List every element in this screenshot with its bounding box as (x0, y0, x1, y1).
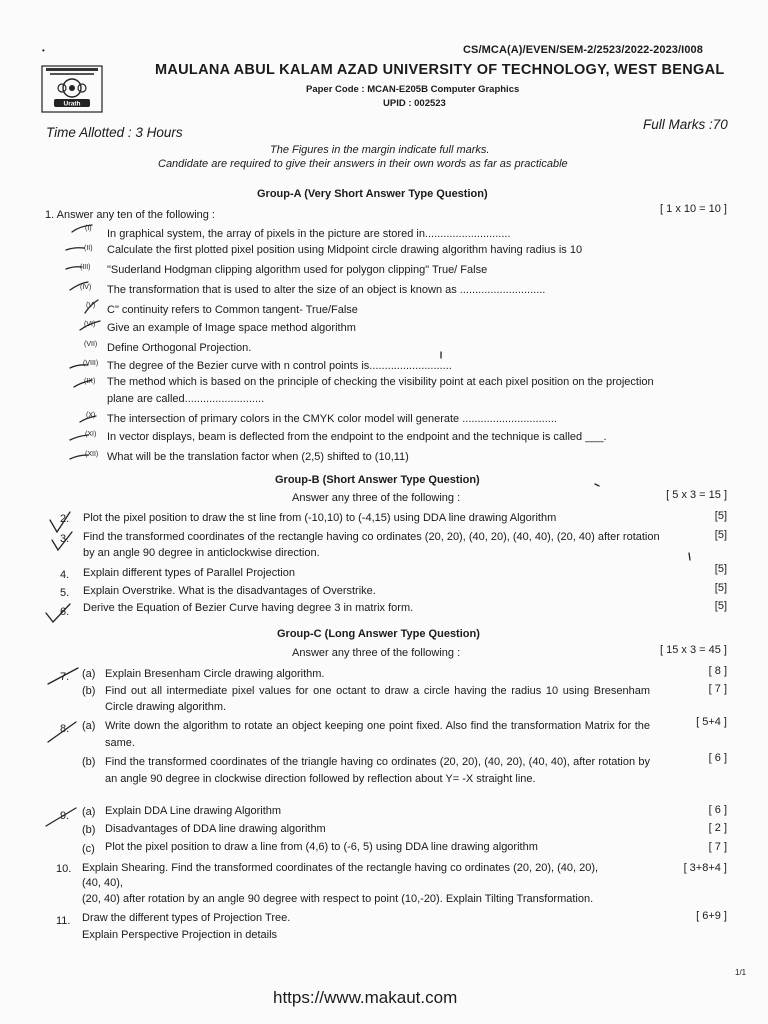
question-text: Derive the Equation of Bezier Curve having degree 3 in matrix form. (83, 602, 414, 614)
sub-label: (a) (82, 806, 96, 818)
question-text: Find out all intermediate pixel values for one octant to draw a circle having the radius 10 using Bresenham Circle drawing algorithm. (105, 685, 650, 713)
question-item: Define Orthogonal Projection. (107, 342, 252, 354)
question-1-stem: 1. Answer any ten of the following : (45, 209, 215, 221)
time-allotted: Time Allotted : 3 Hours (46, 125, 183, 140)
question-text: Explain different types of Parallel Projection (83, 567, 295, 579)
question-number: 11. (56, 915, 71, 927)
question-text: Find the transformed coordinates of the rectangle having co ordinates (20, 20), (40, 20), (40, 40), (20, 40) after rotation by an angle 90 degree in anticlockwise direction. (83, 531, 660, 559)
question-text: Explain Bresenham Circle drawing algorithm. (105, 668, 325, 680)
question-text-line: Explain Shearing. Find the transformed coordinates of the rectangle having co ordinates (20, 20), (40, 20), (82, 862, 599, 874)
question-number: 6. (60, 606, 70, 618)
group-b-title: Group-B (Short Answer Type Question) (275, 474, 480, 486)
question-text: Plot the pixel position to draw a line from (4,6) to (-6, 5) using DDA line drawing algorithm (105, 841, 538, 853)
question-marks: [5] (714, 582, 727, 594)
item-number: (V) (86, 302, 96, 309)
item-number: (X) (86, 412, 96, 419)
question-item: What will be the translation factor when (2,5) shifted to (10,11) (107, 451, 409, 463)
page-number: 1/1 (735, 968, 747, 977)
question-item: "Suderland Hodgman clipping algorithm used for polygon clipping" True/ False (107, 264, 488, 276)
question-marks: [ 8 ] (708, 665, 727, 677)
question-number: 7. (60, 671, 70, 683)
note-own-words: Candidate are required to give their answers in their own words as far as practicable (158, 158, 568, 170)
question-text-line: (40, 40), (82, 877, 123, 889)
question-item: The intersection of primary colors in the CMYK color model will generate ............................... (107, 413, 557, 425)
paper-code: Paper Code : MCAN-E205B Computer Graphics (306, 84, 520, 95)
question-item: C" continuity refers to Common tangent- True/False (107, 304, 358, 316)
item-number: (XI) (85, 431, 97, 438)
question-number: 2. (60, 513, 70, 525)
item-number: (VI) (84, 321, 96, 328)
question-item: Calculate the first plotted pixel position using Midpoint circle drawing algorithm having radius is 10 (107, 244, 583, 256)
question-item: The transformation that is used to alter the size of an object is known as ............................ (107, 284, 546, 296)
group-c-marks: [ 15 x 3 = 45 ] (660, 644, 727, 656)
full-marks: Full Marks :70 (643, 117, 728, 132)
question-marks: [5] (714, 529, 727, 541)
item-number: (IX) (84, 378, 96, 385)
question-text: Write down the algorithm to rotate an object keeping one point fixed. Also find the transformation Matrix for the same. (105, 720, 650, 749)
question-marks: [ 6+9 ] (696, 910, 727, 922)
item-number: (XII) (85, 451, 99, 458)
question-text: Explain Overstrike. What is the disadvantages of Overstrike. (83, 585, 376, 597)
university-name: MAULANA ABUL KALAM AZAD UNIVERSITY OF TECHNOLOGY, WEST BENGAL (155, 62, 725, 78)
sub-label: (a) (82, 720, 96, 732)
item-number: (VIII) (83, 360, 99, 367)
question-marks: [ 5+4 ] (696, 716, 727, 728)
group-c-title: Group-C (Long Answer Type Question) (277, 628, 480, 640)
note-margin-marks: The Figures in the margin indicate full marks. (270, 144, 490, 156)
svg-text:Urath: Urath (63, 100, 81, 108)
group-b-marks: [ 5 x 3 = 15 ] (666, 489, 727, 501)
item-number: (III) (80, 264, 91, 271)
question-item: The method which is based on the principle of checking the visibility point at each pixel position on the projection plane are called.......................... (107, 376, 654, 405)
group-b-instruction: Answer any three of the following : (292, 492, 461, 504)
question-number: 9. (60, 810, 70, 822)
question-marks: [ 2 ] (708, 822, 727, 834)
question-text: Explain DDA Line drawing Algorithm (105, 805, 282, 817)
question-item: In vector displays, beam is deflected from the endpoint to the endpoint and the technique is called ___. (107, 431, 607, 443)
question-marks: [ 3+8+4 ] (683, 862, 727, 874)
question-marks: [5] (714, 510, 727, 522)
item-number: (I) (85, 225, 92, 232)
item-number: (II) (84, 245, 93, 252)
question-marks: [5] (714, 563, 727, 575)
group-c-instruction: Answer any three of the following : (292, 647, 461, 659)
group-a-marks: [ 1 x 10 = 10 ] (660, 203, 727, 215)
question-marks: [5] (714, 600, 727, 612)
question-item: In graphical system, the array of pixels in the picture are stored in............................ (107, 228, 511, 240)
question-number: 3. (60, 533, 70, 545)
question-marks: [ 7 ] (708, 683, 727, 695)
item-number: (VII) (84, 341, 98, 348)
group-a-title: Group-A (Very Short Answer Type Question) (257, 188, 488, 200)
sub-label: (b) (82, 756, 96, 768)
question-marks: [ 6 ] (708, 752, 727, 764)
question-text-line: Draw the different types of Projection Tree. (82, 912, 291, 924)
question-text: Disadvantages of DDA line drawing algorithm (105, 823, 326, 835)
question-text-line: Explain Perspective Projection in details (82, 929, 278, 941)
question-marks: [ 6 ] (708, 804, 727, 816)
question-text: Find the transformed coordinates of the triangle having co ordinates (20, 20), (40, 20), (40, 40), after rotation by an angle 90 degree in clockwise direction followed by reflection about Y= -X straight line. (105, 756, 650, 785)
question-number: 8. (60, 723, 70, 735)
footer-url[interactable]: https://www.makaut.com (273, 988, 458, 1007)
sub-label: (a) (82, 668, 96, 680)
university-seal (40, 64, 104, 114)
sub-label: (c) (82, 843, 95, 855)
question-number: 4. (60, 569, 70, 581)
question-marks: [ 7 ] (708, 841, 727, 853)
question-item: The degree of the Bezier curve with n control points is........................... (107, 360, 452, 372)
question-number: 10. (56, 863, 72, 875)
sub-label: (b) (82, 824, 96, 836)
upid: UPID : 002523 (383, 98, 446, 109)
question-text: Plot the pixel position to draw the st line from (-10,10) to (-4,15) using DDA line drawing Algorithm (83, 512, 557, 524)
sub-label: (b) (82, 685, 96, 697)
question-number: 5. (60, 587, 70, 599)
item-number: (IV) (80, 284, 92, 291)
question-text-line: (20, 40) after rotation by an angle 90 degree with respect to point (10,-20). Explain Tilting Transformation. (82, 893, 594, 905)
stray-mark: • (42, 46, 45, 55)
question-item: Give an example of Image space method algorithm (107, 322, 356, 334)
paper-reference-code: CS/MCA(A)/EVEN/SEM-2/2523/2022-2023/I008 (463, 44, 703, 56)
